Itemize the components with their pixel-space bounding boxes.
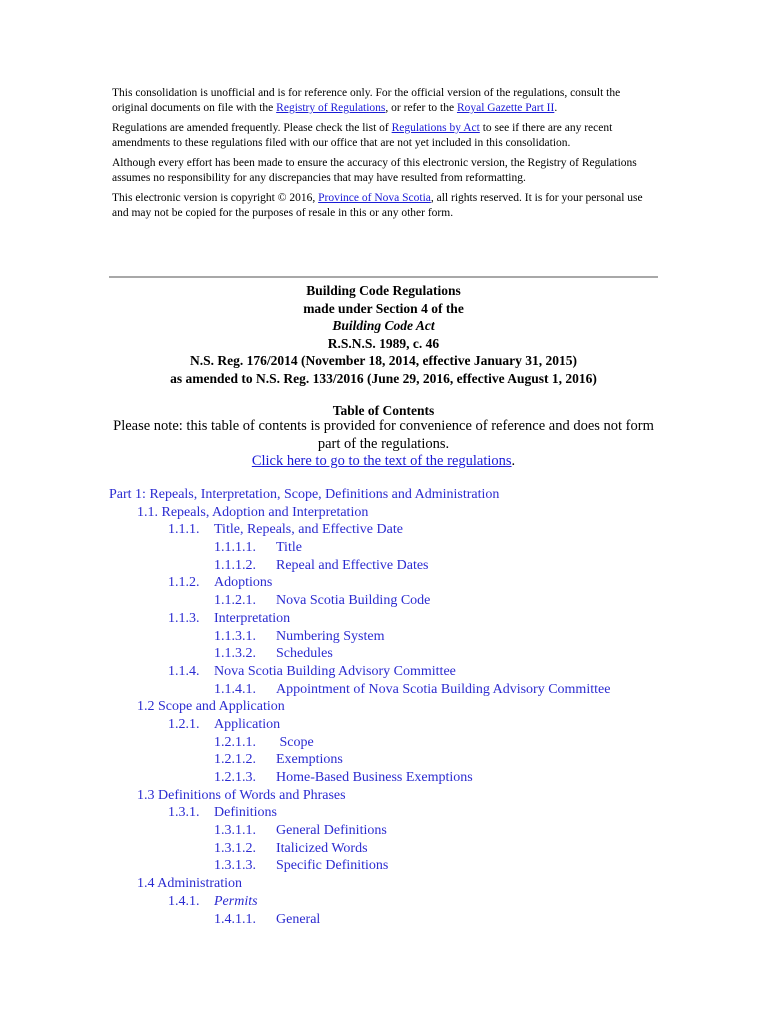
toc-entry[interactable] xyxy=(109,804,709,822)
toc-entry-number: 1.3.1.2. xyxy=(214,840,256,856)
toc-entry-number: 1.1.1. xyxy=(168,522,200,538)
horizontal-divider xyxy=(109,276,658,278)
amendment-status: as amended to N.S. Reg. 133/2016 (June 29, 2016, effective August 1, 2016) xyxy=(170,370,597,386)
disclaimer-paragraph-amended: Regulations are amended frequently. Please check the list of Regulations by Act to see if there are any recent amendments to these regulations filed with our office that are not yet included in this consolidation. xyxy=(112,122,613,149)
toc-entry-label: Schedules xyxy=(276,646,333,662)
toc-entry[interactable] xyxy=(109,628,709,646)
toc-entry-label: Nova Scotia Building Code xyxy=(276,593,431,609)
toc-entry-label: Appointment of Nova Scotia Building Advisory Committee xyxy=(276,681,611,697)
table-of-contents xyxy=(109,486,709,928)
toc-entry-label: Italicized Words xyxy=(276,840,368,856)
toc-note-text: Please note: this table of contents is provided for convenience of reference and does not form part of the regulations. xyxy=(113,418,654,452)
toc-entry[interactable] xyxy=(109,769,709,787)
toc-heading: Table of Contents xyxy=(332,403,435,418)
toc-entry-label: Nova Scotia Building Advisory Committee xyxy=(214,663,456,679)
royal-gazette-link[interactable]: Royal Gazette Part II xyxy=(456,102,555,114)
toc-entry[interactable] xyxy=(109,592,709,610)
regulation-title: Building Code Regulations xyxy=(306,283,461,298)
toc-entry-label: Exemptions xyxy=(276,752,343,768)
toc-entry[interactable] xyxy=(109,557,709,575)
toc-entry-label: Title xyxy=(276,540,302,556)
toc-entry[interactable] xyxy=(109,787,709,805)
toc-entry-label: 1.4 Administration xyxy=(137,876,242,892)
toc-entry-number: 1.2.1.1. xyxy=(214,734,256,750)
disclaimer-paragraph-accuracy: Although every effort has been made to ensure the accuracy of this electronic version, the Registry of Regulations assumes no responsibility for any discrepancies that may have resulted from reformatting. xyxy=(112,157,637,184)
toc-entry[interactable] xyxy=(109,893,709,911)
toc-entry[interactable] xyxy=(109,504,709,522)
toc-entry-number: 1.3.1.1. xyxy=(214,823,256,839)
toc-entry[interactable] xyxy=(109,574,709,592)
toc-entry-label: Specific Definitions xyxy=(276,858,389,874)
toc-entry-number: 1.3.1. xyxy=(168,805,200,821)
toc-entry-label: General Definitions xyxy=(276,823,387,839)
regulation-title-block xyxy=(109,282,658,388)
regulation-number: N.S. Reg. 176/2014 (November 18, 2014, effective January 31, 2015) xyxy=(189,353,578,369)
toc-entry-label: 1.2 Scope and Application xyxy=(137,699,285,715)
toc-entry-number: 1.2.1.2. xyxy=(214,752,256,768)
toc-entry[interactable] xyxy=(109,698,709,716)
toc-entry-label: 1.3 Definitions of Words and Phrases xyxy=(137,787,346,803)
toc-entry-label: Numbering System xyxy=(276,628,385,644)
toc-entry[interactable] xyxy=(109,663,709,681)
toc-entry-label: General xyxy=(276,911,321,927)
toc-entry-number: 1.1.4.1. xyxy=(214,681,256,697)
statute-citation: R.S.N.S. 1989, c. 46 xyxy=(327,335,440,351)
toc-entry-number: 1.1.3.2. xyxy=(214,646,256,662)
toc-entry[interactable] xyxy=(109,716,709,734)
toc-entry-label: Permits xyxy=(214,893,258,909)
province-of-nova-scotia-link[interactable]: Province of Nova Scotia xyxy=(318,192,431,204)
toc-entry[interactable] xyxy=(109,840,709,858)
registry-of-regulations-link[interactable]: Registry of Regulations xyxy=(276,102,386,114)
toc-entry-number: 1.1.2. xyxy=(168,575,200,591)
regulations-by-act-link[interactable]: Regulations by Act xyxy=(391,122,480,134)
go-to-text-link[interactable]: Click here to go to the text of the regulations xyxy=(251,453,512,470)
toc-entry-label: Definitions xyxy=(214,805,277,821)
toc-entry-label: Interpretation xyxy=(214,610,291,626)
toc-entry[interactable] xyxy=(109,857,709,875)
toc-entry[interactable] xyxy=(109,486,709,504)
toc-entry-number: 1.1.3. xyxy=(168,610,200,626)
toc-entry-number: 1.2.1. xyxy=(168,716,200,732)
toc-entry-number: 1.4.1. xyxy=(168,893,200,909)
toc-entry-number: 1.4.1.1. xyxy=(214,911,256,927)
toc-link-line: Click here to go to the text of the regulations. xyxy=(251,453,516,470)
toc-entry-number: 1.1.3.1. xyxy=(214,628,256,644)
toc-entry-label: Repeal and Effective Dates xyxy=(276,557,429,573)
toc-entry[interactable] xyxy=(109,521,709,539)
toc-entry-number: 1.2.1.3. xyxy=(214,770,256,785)
toc-entry-number: 1.1.2.1. xyxy=(214,593,256,609)
toc-entry-label: Scope xyxy=(276,734,314,750)
act-name: Building Code Act xyxy=(332,318,435,334)
toc-entry[interactable] xyxy=(109,751,709,769)
toc-entry[interactable] xyxy=(109,681,709,699)
toc-entry-number: 1.3.1.3. xyxy=(214,858,256,874)
toc-entry[interactable] xyxy=(109,539,709,557)
toc-entry-label: Part 1: Repeals, Interpretation, Scope, Definitions and Administration xyxy=(109,487,500,502)
toc-entry[interactable] xyxy=(109,610,709,628)
toc-entry-label: Adoptions xyxy=(214,575,273,591)
toc-entry-label: Application xyxy=(214,716,281,732)
toc-entry[interactable] xyxy=(109,645,709,663)
toc-note xyxy=(109,418,658,471)
toc-entry-number: 1.1.4. xyxy=(168,663,200,679)
toc-entry-label: 1.1. Repeals, Adoption and Interpretation xyxy=(137,504,369,520)
toc-entry[interactable] xyxy=(109,875,709,893)
regulation-authority: made under Section 4 of the xyxy=(303,300,464,316)
toc-entry-number: 1.1.1.2. xyxy=(214,557,256,573)
disclaimer-paragraph-official: This consolidation is unofficial and is for reference only. For the official version of the regulations, consult the original documents on file with the Registry of Regulations, or refer to the Royal Gazette Part II. xyxy=(112,87,621,114)
disclaimer-paragraph-copyright: This electronic version is copyright © 2016, Province of Nova Scotia, all rights reserved. It is for your personal use and may not be copied for the purposes of resale in this or any other form. xyxy=(112,192,643,219)
toc-entry-number: 1.1.1.1. xyxy=(214,540,256,556)
disclaimer xyxy=(112,86,652,226)
toc-entry-label: Title, Repeals, and Effective Date xyxy=(214,522,403,538)
toc-entry[interactable] xyxy=(109,911,709,929)
toc-entry[interactable] xyxy=(109,734,709,752)
toc-entry[interactable] xyxy=(109,822,709,840)
toc-entry-label: Home-Based Business Exemptions xyxy=(276,770,473,785)
